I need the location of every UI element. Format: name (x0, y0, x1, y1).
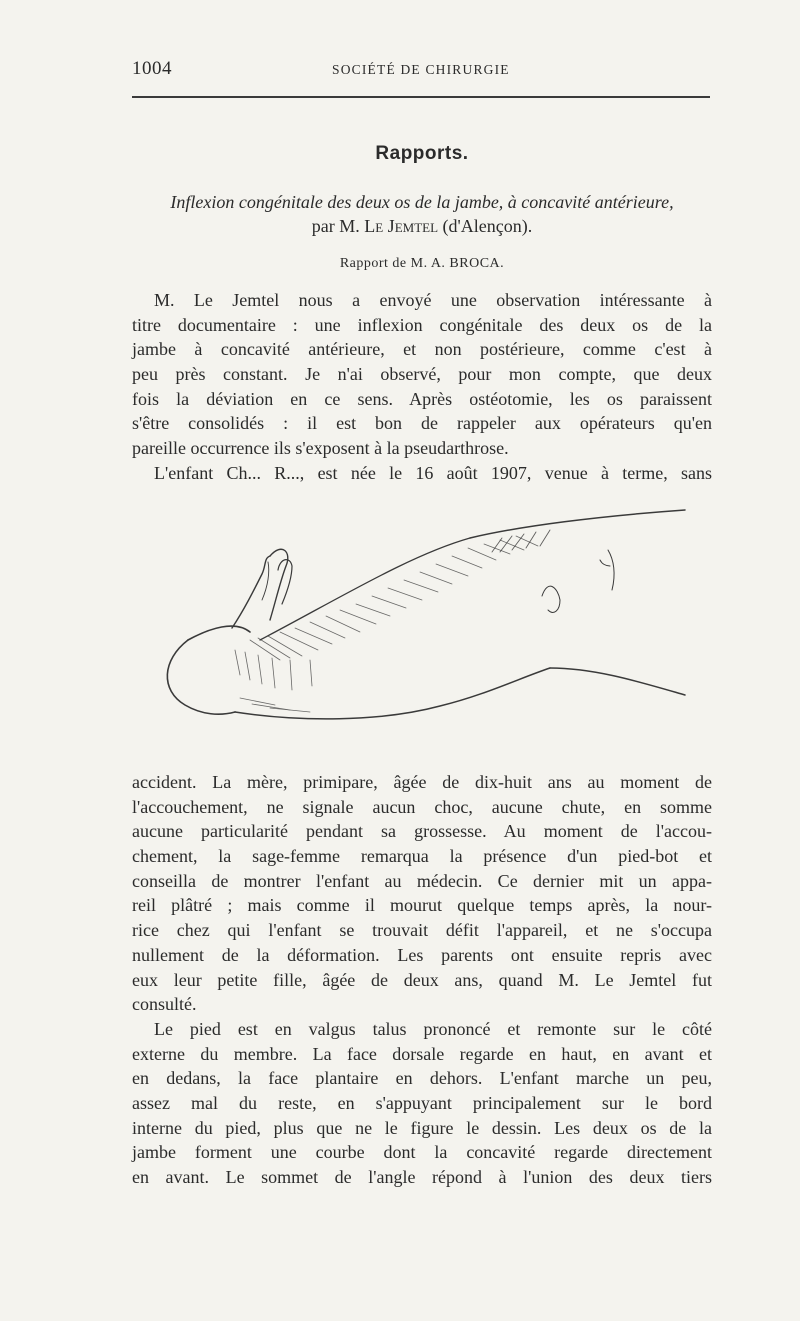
text-line: externe du membre. La face dorsale regarde en haut, en avant et (132, 1043, 712, 1064)
text-line: accident. La mère, primipare, âgée de dix-huit ans au moment de (132, 772, 712, 792)
text-line: assez mal du reste, en s'appuyant principalement sur le bord (132, 1093, 712, 1114)
text-line: consulté. (132, 994, 197, 1015)
byline-prefix: par M. (311, 216, 360, 236)
text-line: en dedans, la face plantaire en dehors. L'enfant marche un peu, (132, 1068, 712, 1089)
text-line: chement, la sage-femme remarqua la présence d'un pied-bot et (132, 846, 712, 867)
section-title: Rapports. (375, 143, 469, 164)
text-line: M. Le Jemtel nous a envoyé une observation intéressante à (154, 290, 712, 310)
text-line: titre documentaire : une inflexion congénitale des deux os de la (132, 314, 712, 335)
text-line: L'enfant Ch... R..., est née le 16 août 1907, venue à terme, sans (154, 462, 712, 483)
text-line: interne du pied, plus que ne le figure le dessin. Les deux os de la (132, 1117, 712, 1138)
article-byline (132, 214, 712, 238)
text-line: pareille occurrence ils s'exposent à la pseudarthrose. (132, 438, 509, 459)
text-line: l'accouchement, ne signale aucun choc, aucune chute, en somme (132, 796, 712, 817)
running-header (132, 58, 712, 84)
text-line: eux leur petite fille, âgée de deux ans, quand M. Le Jemtel fut (132, 969, 712, 990)
leg-deformity-illustration (140, 500, 700, 740)
report-attribution: Rapport de M. A. BROCA. (339, 256, 505, 271)
text-line: fois la déviation en ce sens. Après ostéotomie, les os paraissent (132, 388, 712, 409)
text-line: jambe forment une courbe dont la concavité regarde directement (132, 1142, 712, 1163)
text-line: rice chez qui l'enfant se trouvait défit l'appareil, et ne s'occupa (132, 920, 712, 941)
article-title: Inflexion congénitale des deux os de la jambe, à concavité antérieure, (170, 192, 674, 212)
author-name: Le Jemtel (364, 216, 439, 236)
header-rule (132, 96, 710, 98)
journal-title: SOCIÉTÉ DE CHIRURGIE (332, 62, 510, 77)
text-line: peu près constant. Je n'ai observé, pour mon compte, que deux (132, 364, 712, 385)
author-location: (d'Alençon). (442, 216, 533, 236)
paragraph-1 (132, 288, 712, 486)
page-number: 1004 (132, 58, 172, 79)
paragraph-2-continued (132, 770, 712, 1017)
text-line: s'être consolidés : il est bon de rappeler aux opérateurs qu'en (132, 413, 712, 434)
text-line: en avant. Le sommet de l'angle répond à l'union des deux tiers (132, 1167, 712, 1188)
text-line: jambe à concavité antérieure, et non postérieure, comme c'est à (132, 339, 712, 360)
text-line: reil plâtré ; mais comme il mourut quelque temps après, la nour- (132, 895, 712, 916)
text-line: nullement de la déformation. Les parents ont ensuite repris avec (132, 944, 712, 965)
paragraph-3 (132, 1017, 712, 1190)
text-line: Le pied est en valgus talus prononcé et remonte sur le côté (154, 1019, 712, 1039)
text-line: conseilla de montrer l'enfant au médecin. Ce dernier mit un appa- (132, 870, 712, 891)
text-line: aucune particularité pendant sa grossesse. Au moment de l'accou- (132, 821, 712, 842)
